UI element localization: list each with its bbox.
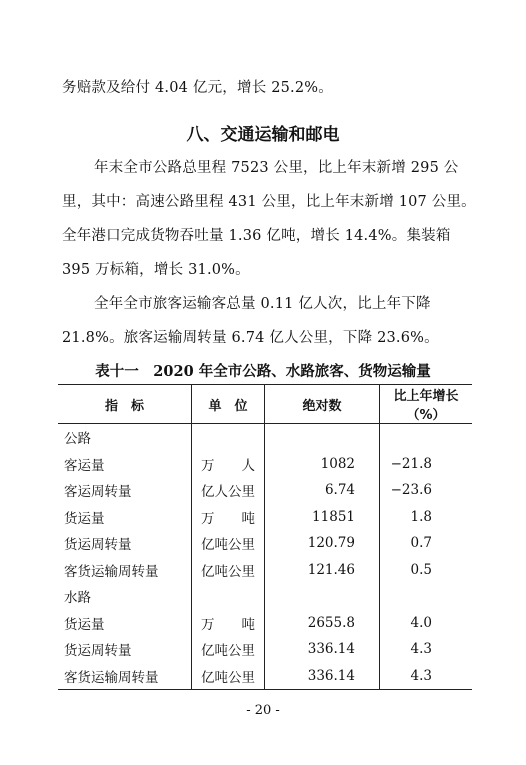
intro-text-line: 务赔款及给付 4.04 亿元，增长 25.2%。 bbox=[62, 80, 333, 96]
cell-unit: 亿人公里 bbox=[192, 477, 265, 504]
cell-unit bbox=[192, 583, 265, 610]
cell-absolute: 1082 bbox=[265, 451, 380, 478]
table-row bbox=[58, 610, 472, 637]
header-indicator: 指 标 bbox=[58, 385, 192, 424]
paragraph-line: 21.8%。旅客运输周转量 6.74 亿人公里，下降 23.6%。 bbox=[62, 330, 439, 346]
cell-absolute bbox=[265, 583, 380, 610]
cell-unit bbox=[192, 424, 265, 451]
table-header-row bbox=[58, 385, 472, 424]
cell-indicator: 客货运输周转量 bbox=[58, 663, 192, 690]
table-row bbox=[58, 583, 472, 610]
cell-unit: 亿吨公里 bbox=[192, 530, 265, 557]
table-row bbox=[58, 663, 472, 690]
cell-absolute: 11851 bbox=[265, 504, 380, 531]
paragraph-line: 全年港口完成货物吞吐量 1.36 亿吨，增长 14.4%。集装箱 bbox=[62, 228, 451, 244]
cell-growth: −23.6 bbox=[380, 477, 473, 504]
header-absolute: 绝对数 bbox=[265, 385, 380, 424]
cell-indicator: 货运周转量 bbox=[64, 643, 132, 660]
paragraph-line: 年末全市公路总里程 7523 公里，比上年末新增 295 公 bbox=[94, 160, 459, 176]
cell-growth: 0.7 bbox=[380, 530, 473, 557]
table-row bbox=[58, 451, 472, 478]
cell-growth: 1.8 bbox=[380, 504, 473, 531]
table-row bbox=[58, 504, 472, 531]
cell-absolute: 120.79 bbox=[265, 530, 380, 557]
cell-absolute: 2655.8 bbox=[265, 610, 380, 637]
paragraph-line: 395 万标箱，增长 31.0%。 bbox=[62, 262, 250, 278]
cell-growth: 4.3 bbox=[380, 663, 473, 690]
cell-indicator: 货运周转量 bbox=[64, 537, 132, 554]
table-title: 表十一 2020 年全市公路、水路旅客、货物运输量 bbox=[95, 363, 431, 380]
cell-absolute: 121.46 bbox=[265, 557, 380, 584]
cell-absolute: 336.14 bbox=[265, 636, 380, 663]
cell-unit: 亿吨公里 bbox=[192, 636, 265, 663]
cell-absolute: 6.74 bbox=[265, 477, 380, 504]
cell-growth: −21.8 bbox=[380, 451, 473, 478]
header-growth: 比上年增长（%） bbox=[380, 385, 473, 424]
section-heading: 八、交通运输和邮电 bbox=[186, 125, 340, 145]
cell-growth bbox=[380, 583, 473, 610]
cell-indicator: 水路 bbox=[64, 590, 91, 607]
cell-absolute bbox=[265, 424, 380, 451]
cell-growth: 0.5 bbox=[380, 557, 473, 584]
cell-unit: 万 吨 bbox=[192, 504, 265, 531]
cell-indicator: 货运量 bbox=[64, 616, 105, 633]
cell-absolute: 336.14 bbox=[265, 663, 380, 690]
paragraph-line: 全年全市旅客运输客总量 0.11 亿人次，比上年下降 bbox=[94, 296, 431, 312]
table-row bbox=[58, 530, 472, 557]
cell-indicator: 客货运输周转量 bbox=[64, 563, 159, 580]
cell-indicator: 公路 bbox=[64, 431, 91, 448]
table-row bbox=[58, 477, 472, 504]
transport-table bbox=[58, 384, 472, 690]
cell-unit: 万 吨 bbox=[192, 610, 265, 637]
table-row bbox=[58, 636, 472, 663]
cell-growth: 4.0 bbox=[380, 610, 473, 637]
cell-unit: 亿吨公里 bbox=[192, 663, 265, 690]
header-unit: 单 位 bbox=[192, 385, 265, 424]
page-number: - 20 - bbox=[246, 703, 280, 718]
cell-growth: 4.3 bbox=[380, 636, 473, 663]
table-row bbox=[58, 557, 472, 584]
cell-unit: 万 人 bbox=[192, 451, 265, 478]
cell-indicator: 货运量 bbox=[64, 510, 105, 527]
table-row bbox=[58, 424, 472, 451]
cell-unit: 亿吨公里 bbox=[192, 557, 265, 584]
paragraph-line: 里，其中：高速公路里程 431 公里，比上年末新增 107 公里。 bbox=[62, 194, 476, 210]
cell-indicator: 客运周转量 bbox=[64, 484, 132, 501]
cell-growth bbox=[380, 424, 473, 451]
cell-indicator: 客运量 bbox=[64, 457, 105, 474]
